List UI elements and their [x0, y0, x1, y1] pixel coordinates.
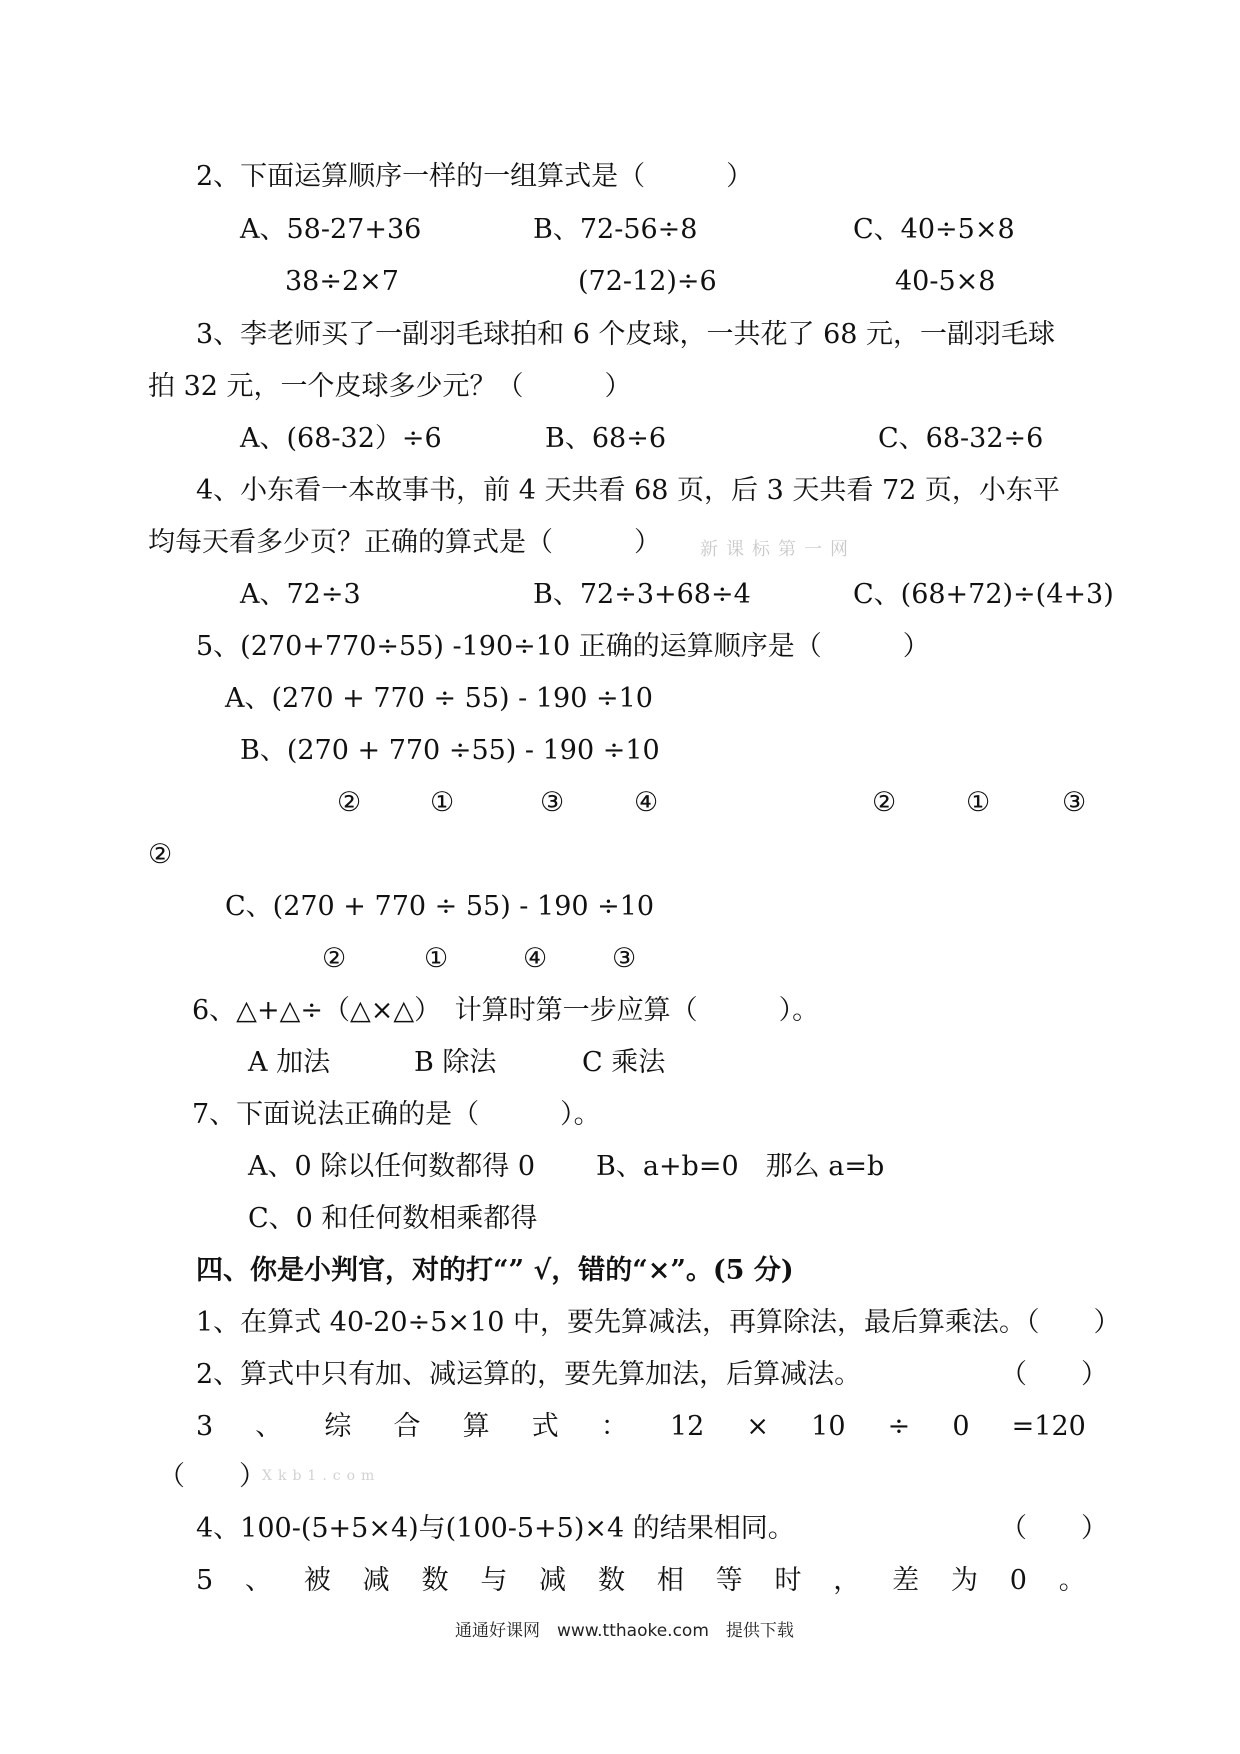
q7-option-a: A、0 除以任何数都得 0	[248, 1151, 536, 1182]
q5-c-order-2: ①	[424, 943, 449, 974]
q6-option-b: B 除法	[414, 1047, 497, 1078]
q3-stem-line2: 拍 32 元，一个皮球多少元？（ ）	[148, 371, 632, 402]
q3-stem-line1: 3、李老师买了一副羽毛球拍和 6 个皮球，一共花了 68 元，一副羽毛球	[196, 319, 1056, 350]
q5-a-order-wrap: ②	[148, 839, 173, 870]
item5-word: 被	[303, 1565, 331, 1596]
item3-word: 、	[255, 1411, 283, 1442]
page-footer: 通通好课网 www.tthaoke.com 提供下载	[455, 1621, 794, 1641]
q5-c-order-4: ③	[612, 943, 637, 974]
q6-stem: 6、△+△÷（△×△） 计算时第一步应算（ ）。	[192, 995, 820, 1026]
q4-stem-line2: 均每天看多少页？正确的算式是（ ）	[148, 527, 661, 558]
item5-word: 时	[774, 1565, 802, 1596]
q3-option-b: B、68÷6	[545, 423, 666, 454]
q6-option-a: A 加法	[248, 1047, 331, 1078]
q5-option-b: B、(270 + 770 ÷55) - 190 ÷10	[240, 735, 660, 766]
q2-option-a-line2: 38÷2×7	[285, 266, 399, 297]
q4-option-b: B、72÷3+68÷4	[533, 579, 751, 610]
item5-word: 数	[421, 1565, 449, 1596]
q7-option-b: B、a+b=0 那么 a=b	[596, 1151, 885, 1182]
q5-a-order-1: ②	[872, 787, 897, 818]
item5-word: 为	[950, 1565, 978, 1596]
item3-word: 0	[952, 1411, 970, 1442]
q2-option-b: B、72-56÷8	[533, 214, 698, 245]
item3-word: 3	[196, 1411, 214, 1442]
q4-option-a: A、72÷3	[240, 579, 361, 610]
item5-word: 0	[1009, 1565, 1027, 1596]
item5-word: 相	[656, 1565, 684, 1596]
q7-option-c: C、0 和任何数相乘都得	[248, 1203, 538, 1234]
item5-word: 。	[1058, 1565, 1086, 1596]
item3-word: ：	[600, 1411, 628, 1442]
q6-option-c: C 乘法	[582, 1047, 666, 1078]
q5-stem: 5、(270+770÷55) -190÷10 正确的运算顺序是（ ）	[196, 631, 930, 662]
item3-word: ×	[746, 1411, 770, 1442]
item5-word: 与	[480, 1565, 508, 1596]
item3-word: 12	[669, 1411, 705, 1442]
q5-a-order-2: ①	[966, 787, 991, 818]
item5-word: 减	[362, 1565, 390, 1596]
section4-item2-paren: （ ）	[1000, 1359, 1108, 1390]
q5-option-a: A、(270 + 770 ÷ 55) - 190 ÷10	[225, 683, 653, 714]
item5-word: 减	[539, 1565, 567, 1596]
item3-word: 算	[462, 1411, 490, 1442]
section4-item2: 2、算式中只有加、减运算的，要先算加法，后算减法。	[196, 1359, 862, 1390]
q5-option-c: C、(270 + 770 ÷ 55) - 190 ÷10	[225, 891, 655, 922]
section4-item3	[196, 1410, 1086, 1444]
item3-word: 式	[531, 1411, 559, 1442]
q2-option-c: C、40÷5×8	[853, 214, 1015, 245]
q4-stem-line1: 4、小东看一本故事书，前 4 天共看 68 页，后 3 天共看 72 页，小东平	[196, 475, 1060, 506]
item3-watermark: Xkb1.com	[262, 1468, 381, 1484]
q5-b-order-2: ①	[430, 787, 455, 818]
q4-option-c: C、(68+72)÷(4+3)	[853, 579, 1114, 610]
section4-item5	[196, 1564, 1086, 1598]
section4-item1: 1、在算式 40-20÷5×10 中，要先算减法，再算除法，最后算乘法。（ ）	[196, 1307, 1121, 1338]
q5-c-order-1: ②	[322, 943, 347, 974]
item5-word: 、	[245, 1565, 273, 1596]
item5-word: 差	[892, 1565, 920, 1596]
q7-stem: 7、下面说法正确的是（ ）。	[192, 1099, 601, 1130]
q5-b-order-1: ②	[337, 787, 362, 818]
section4-item4: 4、100-(5+5×4)与(100-5+5)×4 的结果相同。	[196, 1513, 795, 1544]
q5-b-order-4: ④	[634, 787, 659, 818]
item5-word: ，	[833, 1565, 861, 1596]
section4-title: 四、你是小判官，对的打“” √，错的“×”。(5 分)	[196, 1255, 794, 1286]
q5-c-order-3: ④	[523, 943, 548, 974]
item3-word: 综	[324, 1411, 352, 1442]
q2-option-b-line2: (72-12)÷6	[578, 266, 717, 297]
item5-word: 等	[715, 1565, 743, 1596]
section4-item4-paren: （ ）	[1000, 1513, 1108, 1544]
q5-b-order-3: ③	[540, 787, 565, 818]
q3-option-a: A、(68-32）÷6	[240, 423, 442, 454]
q4-watermark: 新课标第一网	[700, 539, 856, 560]
q5-a-order-3: ③	[1062, 787, 1087, 818]
item3-word: 合	[393, 1411, 421, 1442]
q2-stem: 2、下面运算顺序一样的一组算式是（ ）	[196, 161, 754, 192]
item3-word: 10	[811, 1411, 846, 1442]
item3-word: =120	[1011, 1411, 1086, 1442]
item3-word: ÷	[887, 1411, 911, 1442]
q2-option-a: A、58-27+36	[240, 214, 422, 245]
item5-word: 5	[196, 1565, 214, 1596]
q2-option-c-line2: 40-5×8	[895, 266, 996, 297]
item5-word: 数	[597, 1565, 625, 1596]
section4-item3-paren: （ ）	[158, 1461, 266, 1492]
q3-option-c: C、68-32÷6	[878, 423, 1044, 454]
